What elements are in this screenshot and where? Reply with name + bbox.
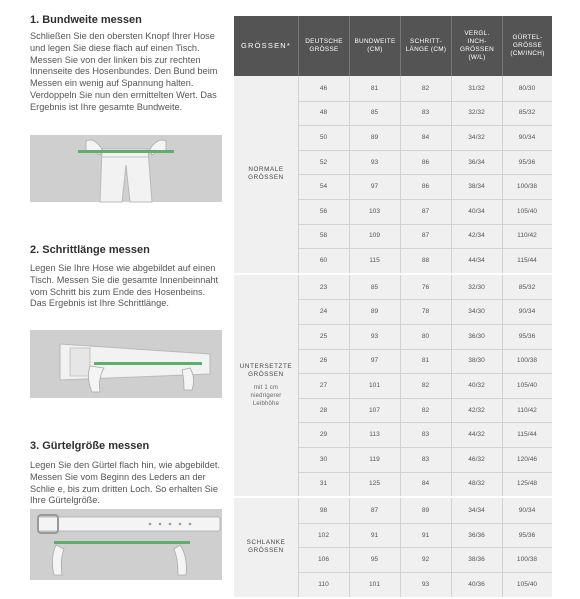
table-cell: 119 bbox=[369, 455, 380, 463]
table-cell: 27 bbox=[319, 381, 328, 389]
table-cell: 105/40 bbox=[516, 381, 538, 389]
table-cell: 89 bbox=[370, 133, 379, 141]
table-row bbox=[298, 572, 552, 597]
table-cell: 82 bbox=[421, 406, 430, 414]
table-cell: 85/32 bbox=[518, 109, 536, 117]
table-cell: 86 bbox=[421, 158, 430, 166]
table-cell: 28 bbox=[319, 406, 328, 414]
table-cell: 42/34 bbox=[468, 232, 485, 240]
table-cell: 89 bbox=[370, 308, 379, 316]
table-row bbox=[298, 472, 552, 497]
table-row bbox=[298, 498, 552, 523]
section-text-waist: Schließen Sie den obersten Knopf Ihrer Hose und legen Sie diese flach auf einen Tisch. Messen Sie von der linken bis zur rechten Innenseite des Hosenbundes. Den Bund beim Messen ein wenig auf Spannung halten. Verdoppeln Sie nun den ermittelten Wert. Das Ergebnis ist Ihre gesamte Bundweite. bbox=[30, 31, 218, 112]
table-cell: 78 bbox=[421, 308, 430, 316]
table-cell: 90/34 bbox=[518, 308, 536, 316]
table-cell: 88 bbox=[421, 256, 430, 264]
table-cell: 42/32 bbox=[468, 406, 485, 414]
table-cell: 83 bbox=[421, 109, 430, 117]
table-cell: 95 bbox=[370, 556, 379, 564]
table-row bbox=[298, 447, 552, 472]
table-cell: 31 bbox=[319, 480, 328, 488]
table-cell: 101 bbox=[368, 381, 380, 389]
table-cell: 84 bbox=[421, 480, 430, 488]
table-cell: 92 bbox=[421, 556, 430, 564]
table-cell: 95/36 bbox=[518, 531, 536, 539]
table-cell: 120/46 bbox=[516, 455, 538, 463]
table-cell: 40/34 bbox=[468, 207, 485, 215]
table-cell: 85 bbox=[370, 109, 379, 117]
table-header bbox=[234, 16, 552, 76]
table-cell: 34/30 bbox=[468, 308, 485, 316]
group-label: SCHLANKE GRÖSSEN bbox=[246, 538, 286, 555]
table-row bbox=[298, 150, 552, 175]
table-row bbox=[298, 199, 552, 224]
section-title-waist: 1. Bundweite messen bbox=[30, 14, 142, 26]
trousers-inseam-icon bbox=[30, 330, 222, 398]
table-cell: 115/44 bbox=[517, 256, 537, 264]
table-cell: 105/40 bbox=[516, 207, 538, 215]
table-cell: 91 bbox=[370, 531, 379, 539]
table-cell: 58 bbox=[319, 232, 328, 240]
table-cell: 36/30 bbox=[468, 332, 485, 340]
table-cell: 54 bbox=[319, 183, 328, 191]
table-cell: 93 bbox=[370, 332, 379, 340]
table-row bbox=[298, 398, 552, 423]
table-cell: 86 bbox=[421, 183, 430, 191]
table-cell: 38/36 bbox=[468, 556, 485, 564]
table-cell: 48 bbox=[319, 109, 328, 117]
size-group bbox=[234, 275, 552, 496]
section-text-belt: Legen Sie den Gürtel flach hin, wie abgebildet. Messen Sie vom Beginn des Leders an der Schlie e, bis zum dritten Loch. So erhalten Sie Ihre Gürtelgröße. bbox=[30, 460, 221, 506]
group-label: UNTERSETZTE GRÖSSEN mit 1 cm niedrigerer Leibhöhe bbox=[239, 362, 293, 407]
table-cell: 87 bbox=[370, 506, 379, 514]
table-cell: 46/32 bbox=[468, 455, 485, 463]
table-cell: 106 bbox=[317, 556, 329, 564]
table-cell: 24 bbox=[319, 308, 328, 316]
table-cell: 89 bbox=[421, 506, 430, 514]
size-table bbox=[234, 16, 552, 588]
table-cell: 83 bbox=[421, 431, 430, 439]
table-cell: 87 bbox=[421, 207, 430, 215]
table-cell: 60 bbox=[319, 256, 328, 264]
table-cell: 36/36 bbox=[468, 531, 485, 539]
table-cell: 52 bbox=[319, 158, 328, 166]
table-cell: 125/48 bbox=[516, 480, 538, 488]
table-row bbox=[298, 324, 552, 349]
table-cell: 101 bbox=[368, 580, 380, 588]
table-cell: 115/44 bbox=[517, 431, 537, 439]
table-cell: 90/34 bbox=[518, 133, 536, 141]
table-cell: 83 bbox=[421, 455, 430, 463]
table-row bbox=[298, 125, 552, 150]
table-cell: 110/42 bbox=[517, 406, 537, 414]
header-schrittlaenge: SCHRITT- LÄNGE (CM) bbox=[405, 38, 447, 53]
table-cell: 44/32 bbox=[468, 431, 485, 439]
table-row bbox=[298, 422, 552, 447]
table-cell: 40/36 bbox=[468, 580, 485, 588]
table-cell: 109 bbox=[368, 232, 380, 240]
table-cell: 82 bbox=[421, 84, 430, 92]
table-cell: 93 bbox=[370, 158, 379, 166]
header-guertelgroesse: GÜRTEL- GRÖSSE (CM/INCH) bbox=[510, 34, 545, 57]
table-cell: 38/30 bbox=[468, 357, 485, 365]
table-cell: 97 bbox=[370, 183, 379, 191]
table-cell: 98 bbox=[319, 506, 328, 514]
table-cell: 32/32 bbox=[468, 109, 485, 117]
table-cell: 85/32 bbox=[518, 283, 536, 291]
table-row bbox=[298, 248, 552, 273]
table-row bbox=[298, 224, 552, 249]
table-cell: 95/36 bbox=[518, 158, 536, 166]
table-cell: 31/32 bbox=[468, 84, 485, 92]
trousers-waist-icon bbox=[30, 135, 222, 202]
group-label: NORMALE GRÖSSEN bbox=[248, 165, 284, 182]
table-cell: 95/36 bbox=[518, 332, 536, 340]
table-cell: 44/34 bbox=[468, 256, 485, 264]
table-cell: 93 bbox=[421, 580, 430, 588]
table-cell: 29 bbox=[319, 431, 328, 439]
table-cell: 40/32 bbox=[468, 381, 485, 389]
table-cell: 81 bbox=[421, 357, 430, 365]
table-cell: 26 bbox=[319, 357, 328, 365]
table-cell: 110/42 bbox=[517, 232, 537, 240]
section-title-belt: 3. Gürtelgröße messen bbox=[30, 440, 150, 452]
table-cell: 90/34 bbox=[518, 506, 536, 514]
table-cell: 25 bbox=[319, 332, 328, 340]
table-cell: 50 bbox=[319, 133, 328, 141]
header-bundweite: BUNDWEITE (CM) bbox=[354, 38, 396, 53]
table-cell: 97 bbox=[370, 357, 379, 365]
table-row bbox=[298, 547, 552, 572]
belt-illustration bbox=[30, 509, 222, 580]
table-cell: 100/38 bbox=[516, 357, 538, 365]
waist-illustration bbox=[30, 135, 222, 202]
table-row bbox=[298, 373, 552, 398]
header-inch-groessen: VERGL. INCH- GRÖSSEN (W/L) bbox=[459, 30, 495, 61]
table-cell: 34/32 bbox=[468, 133, 485, 141]
table-cell: 103 bbox=[368, 207, 380, 215]
table-cell: 102 bbox=[317, 531, 329, 539]
table-cell: 115 bbox=[369, 256, 380, 264]
table-cell: 91 bbox=[421, 531, 430, 539]
table-cell: 125 bbox=[368, 480, 380, 488]
table-cell: 107 bbox=[368, 406, 380, 414]
table-row bbox=[298, 523, 552, 548]
header-deutsche-groesse: DEUTSCHE GRÖSSE bbox=[305, 38, 343, 53]
table-row bbox=[298, 299, 552, 324]
table-cell: 113 bbox=[369, 431, 380, 439]
table-cell: 80 bbox=[421, 332, 430, 340]
table-cell: 48/32 bbox=[468, 480, 485, 488]
table-cell: 30 bbox=[319, 455, 328, 463]
table-cell: 80/30 bbox=[518, 84, 536, 92]
section-title-inseam: 2. Schrittlänge messen bbox=[30, 244, 150, 256]
table-cell: 85 bbox=[370, 283, 379, 291]
size-group bbox=[234, 76, 552, 273]
table-cell: 76 bbox=[421, 283, 430, 291]
table-row bbox=[298, 174, 552, 199]
table-cell: 36/34 bbox=[468, 158, 485, 166]
belt-icon bbox=[30, 509, 222, 580]
table-cell: 34/34 bbox=[468, 506, 485, 514]
section-text-inseam: Legen Sie Ihre Hose wie abgebildet auf einen Tisch. Messen Sie die gesamte Innenbeinnaht vom Schritt bis zum Ende des Hosenbeins. Das Ergebnis ist Ihre Schrittlänge. bbox=[30, 263, 219, 309]
table-cell: 56 bbox=[319, 207, 328, 215]
table-row bbox=[298, 76, 552, 101]
table-cell: 87 bbox=[421, 232, 430, 240]
table-cell: 100/38 bbox=[516, 556, 538, 564]
table-cell: 23 bbox=[319, 283, 328, 291]
table-cell: 84 bbox=[421, 133, 430, 141]
inseam-illustration bbox=[30, 330, 222, 398]
table-cell: 46 bbox=[319, 84, 328, 92]
table-row bbox=[298, 275, 552, 300]
table-row bbox=[298, 349, 552, 374]
table-cell: 100/38 bbox=[516, 183, 538, 191]
table-cell: 82 bbox=[421, 381, 430, 389]
table-cell: 110 bbox=[318, 580, 329, 588]
table-row bbox=[298, 101, 552, 126]
table-cell: 81 bbox=[370, 84, 379, 92]
table-cell: 105/40 bbox=[516, 580, 538, 588]
header-groessen: GRÖSSEN* bbox=[240, 41, 292, 50]
table-cell: 32/30 bbox=[468, 283, 485, 291]
size-group bbox=[234, 498, 552, 596]
table-cell: 38/34 bbox=[468, 183, 485, 191]
